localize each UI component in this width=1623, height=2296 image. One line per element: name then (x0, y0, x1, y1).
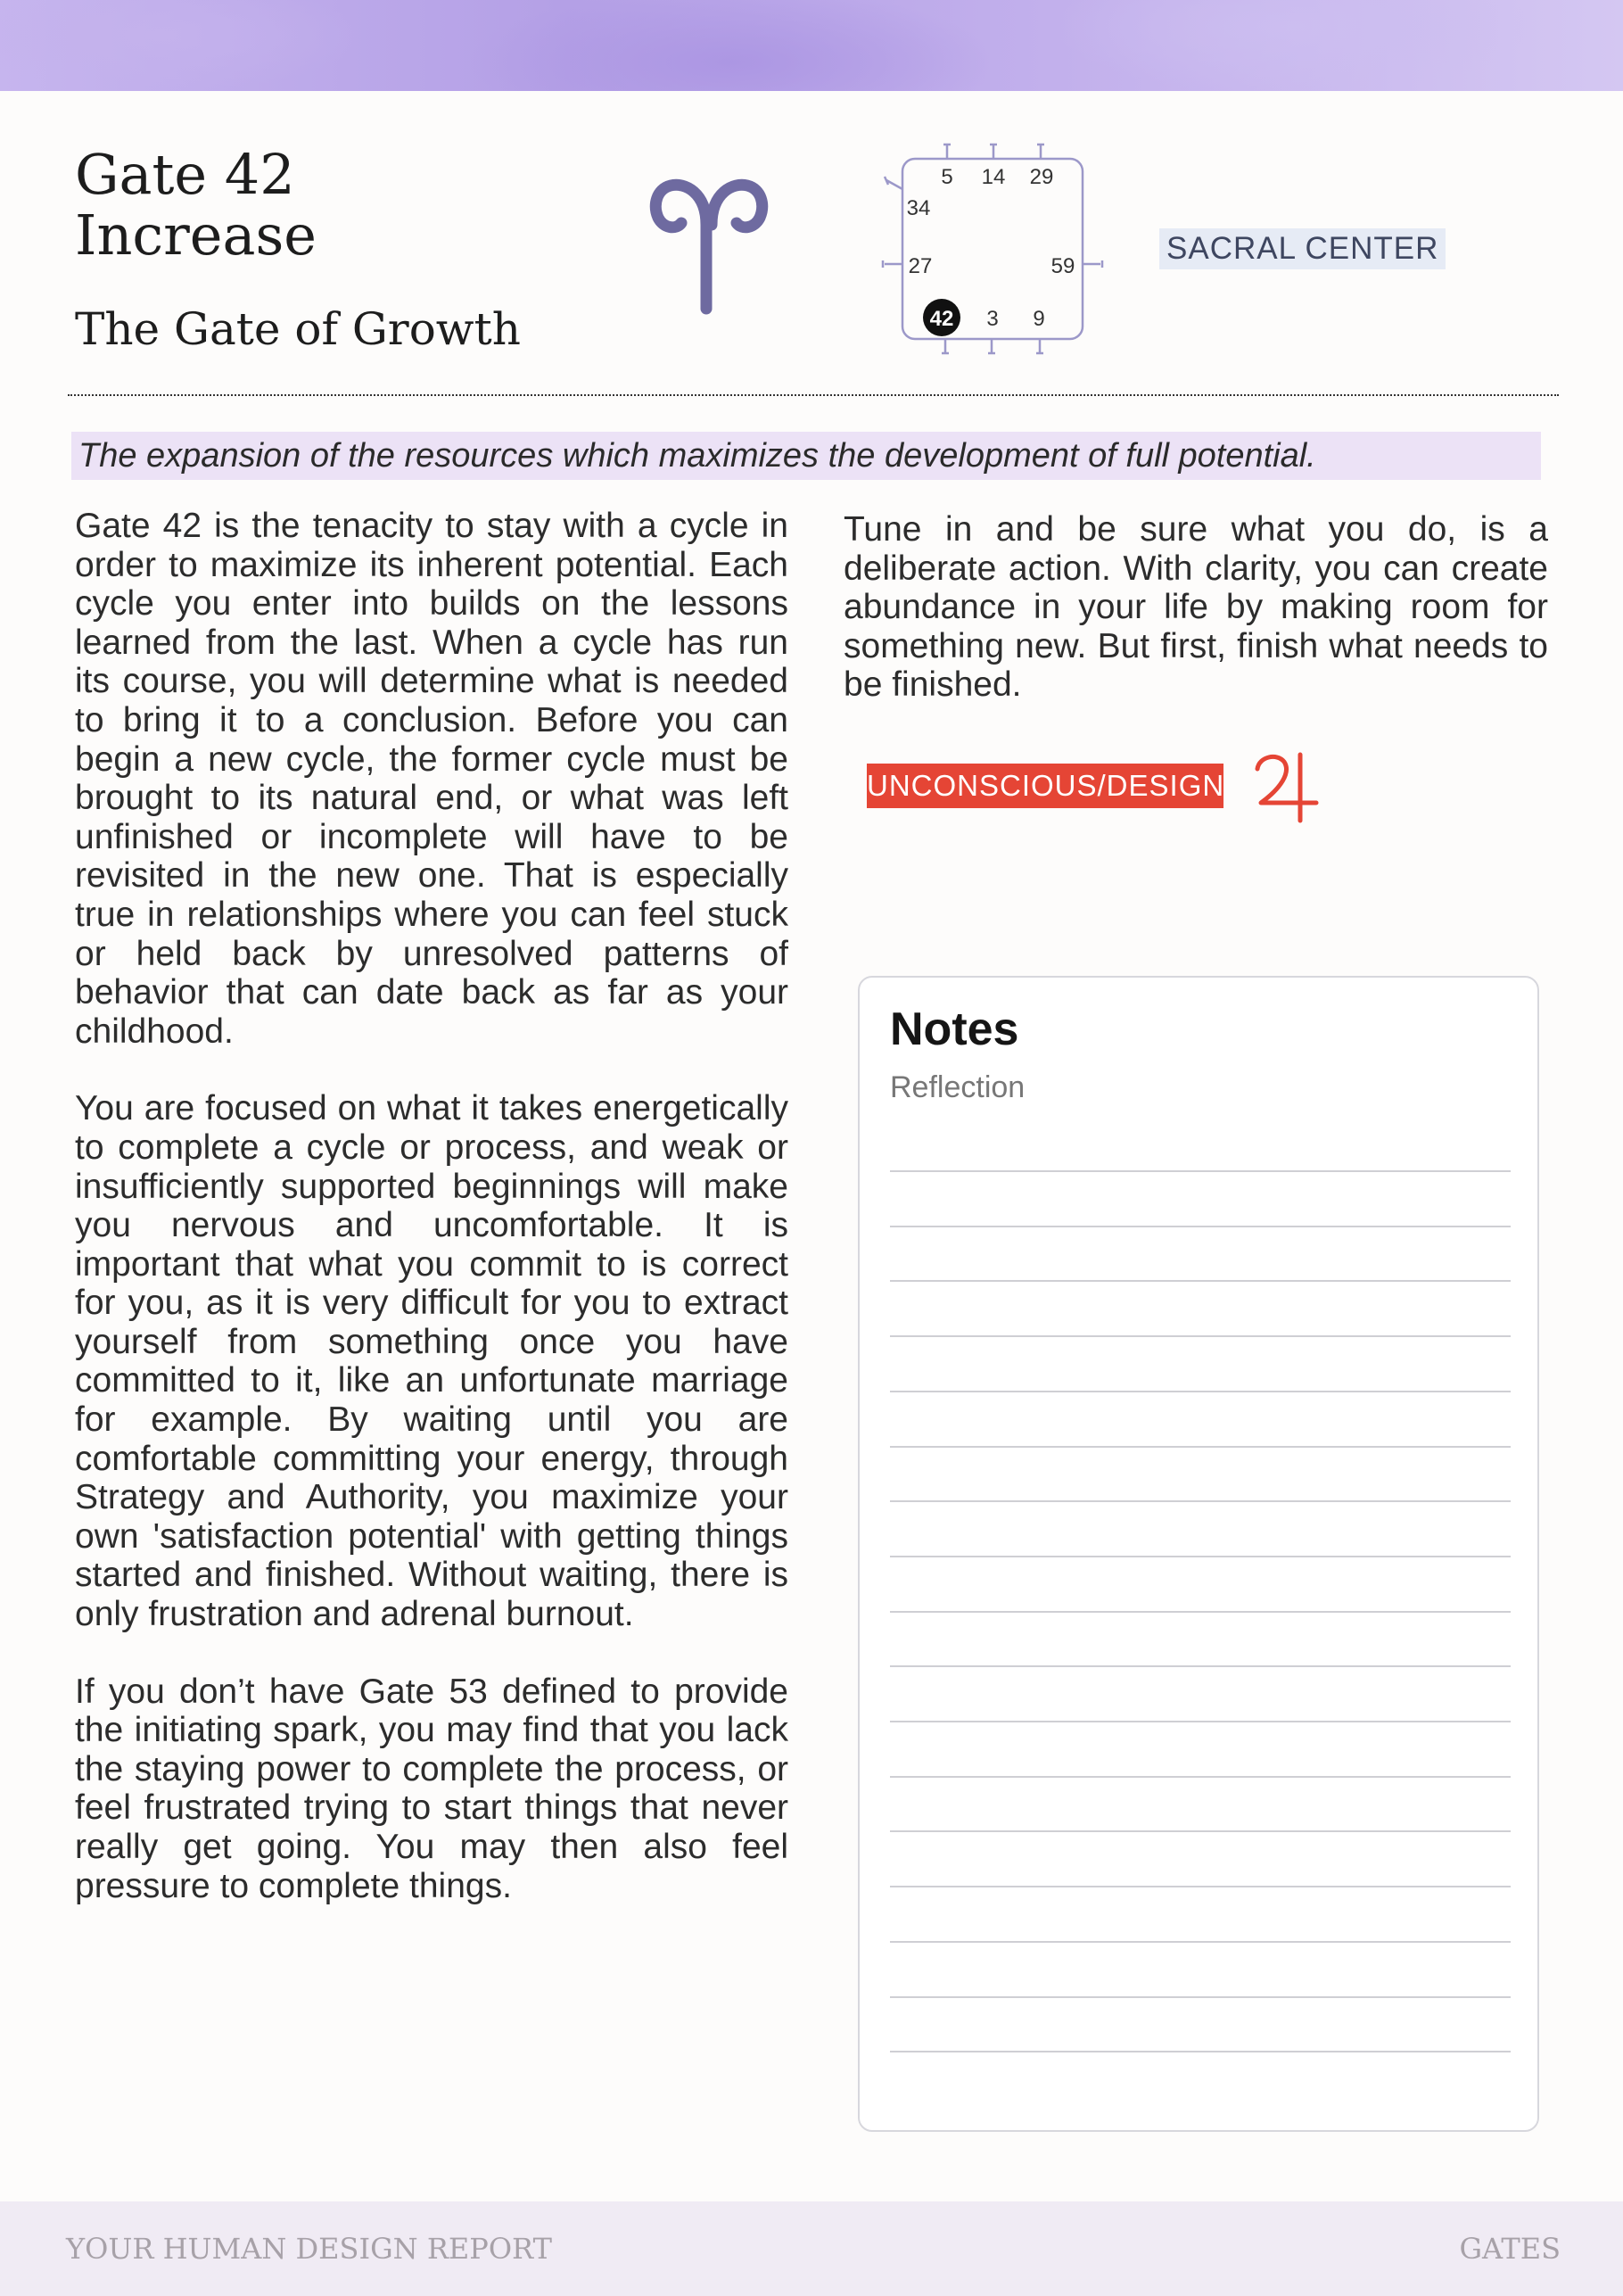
paragraph: Gate 42 is the tenacity to stay with a cycle in order to maximize its inherent potential. Each cycle you enter into builds on the lessons learned from the last. When a cycle has run its course, you will determine what is needed to bring it to a conclusion. Before you can begin a new cycle, the former cycle must be brought to its natural end, or what was left unfinished or incomplete will have to be revisited in the new one. That is especially true in relationships where you can feel stuck or held back by unresolved patterns of behavior that can date back as far as your childhood. (75, 507, 788, 1051)
aries-icon (649, 175, 769, 318)
paragraph: If you don’t have Gate 53 defined to provide the initiating spark, you may find that you lack the staying power to complete the process, or feel frustrated trying to start things that never really get going. You may then also feel pressure to complete things. (75, 1672, 788, 1905)
notes-title: Notes (890, 1003, 1019, 1055)
description-left-column (75, 507, 788, 1944)
notes-subtitle: Reflection (890, 1070, 1026, 1104)
sacral-bodygraph (874, 136, 1115, 359)
note-line[interactable] (890, 1886, 1511, 1887)
paragraph: You are focused on what it takes energetically to complete a cycle or process, and weak or insufficiently supported beginnings will make you nervous and uncomfortable. It is important that what you commit to is correct for you, as it is very difficult for you to extract yourself from something once you have committed to it, like an unfortunate marriage for example. By waiting until you are comfortable committing your energy, through Strategy and Authority, you maximize your own 'satisfaction potential' with getting things started and finished. Without waiting, there is only frustration and adrenal burnout. (75, 1089, 788, 1634)
center-label: SACRAL CENTER (1159, 228, 1446, 269)
note-line[interactable] (890, 1335, 1511, 1337)
note-line[interactable] (890, 1721, 1511, 1722)
gate-label: 9 (1033, 307, 1045, 331)
note-line[interactable] (890, 1556, 1511, 1557)
note-line[interactable] (890, 2051, 1511, 2052)
note-line[interactable] (890, 1446, 1511, 1448)
note-line[interactable] (890, 1611, 1511, 1613)
footer-section-label: GATES (1459, 2232, 1561, 2266)
gate-tagline: The expansion of the resources which maximizes the development of full potential. (71, 432, 1541, 480)
active-gate-label: 42 (929, 307, 954, 331)
note-line[interactable] (890, 1665, 1511, 1667)
note-line[interactable] (890, 1776, 1511, 1778)
gate-number: Gate 42 (75, 142, 295, 207)
note-line[interactable] (890, 1280, 1511, 1282)
header-banner (0, 0, 1623, 91)
note-line[interactable] (890, 1941, 1511, 1943)
design-badge: UNCONSCIOUS/DESIGN (867, 764, 1223, 808)
description-right-column (844, 510, 1548, 705)
note-line[interactable] (890, 1996, 1511, 1998)
page-title (75, 142, 317, 268)
gate-label: 5 (941, 165, 953, 189)
note-line[interactable] (890, 1226, 1511, 1227)
gate-label: 59 (1050, 254, 1075, 278)
gate-label: 14 (981, 165, 1006, 189)
note-line[interactable] (890, 1391, 1511, 1392)
gate-subtitle: The Gate of Growth (75, 303, 521, 355)
gate-label: 34 (906, 196, 931, 220)
gate-label: 27 (908, 254, 933, 278)
gate-label: 29 (1029, 165, 1054, 189)
notes-panel (858, 976, 1539, 2132)
gate-label: 3 (986, 307, 999, 331)
note-line[interactable] (890, 1170, 1511, 1172)
gate-name: Increase (75, 202, 317, 268)
paragraph: Tune in and be sure what you do, is a deliberate action. With clarity, you can create abundance in your life by making room for something new. But first, finish what needs to be finished. (844, 510, 1548, 705)
note-line[interactable] (890, 1500, 1511, 1502)
note-line[interactable] (890, 1830, 1511, 1832)
header-divider (68, 394, 1559, 396)
jupiter-icon (1250, 749, 1322, 824)
footer-report-title: YOUR HUMAN DESIGN REPORT (66, 2232, 552, 2266)
